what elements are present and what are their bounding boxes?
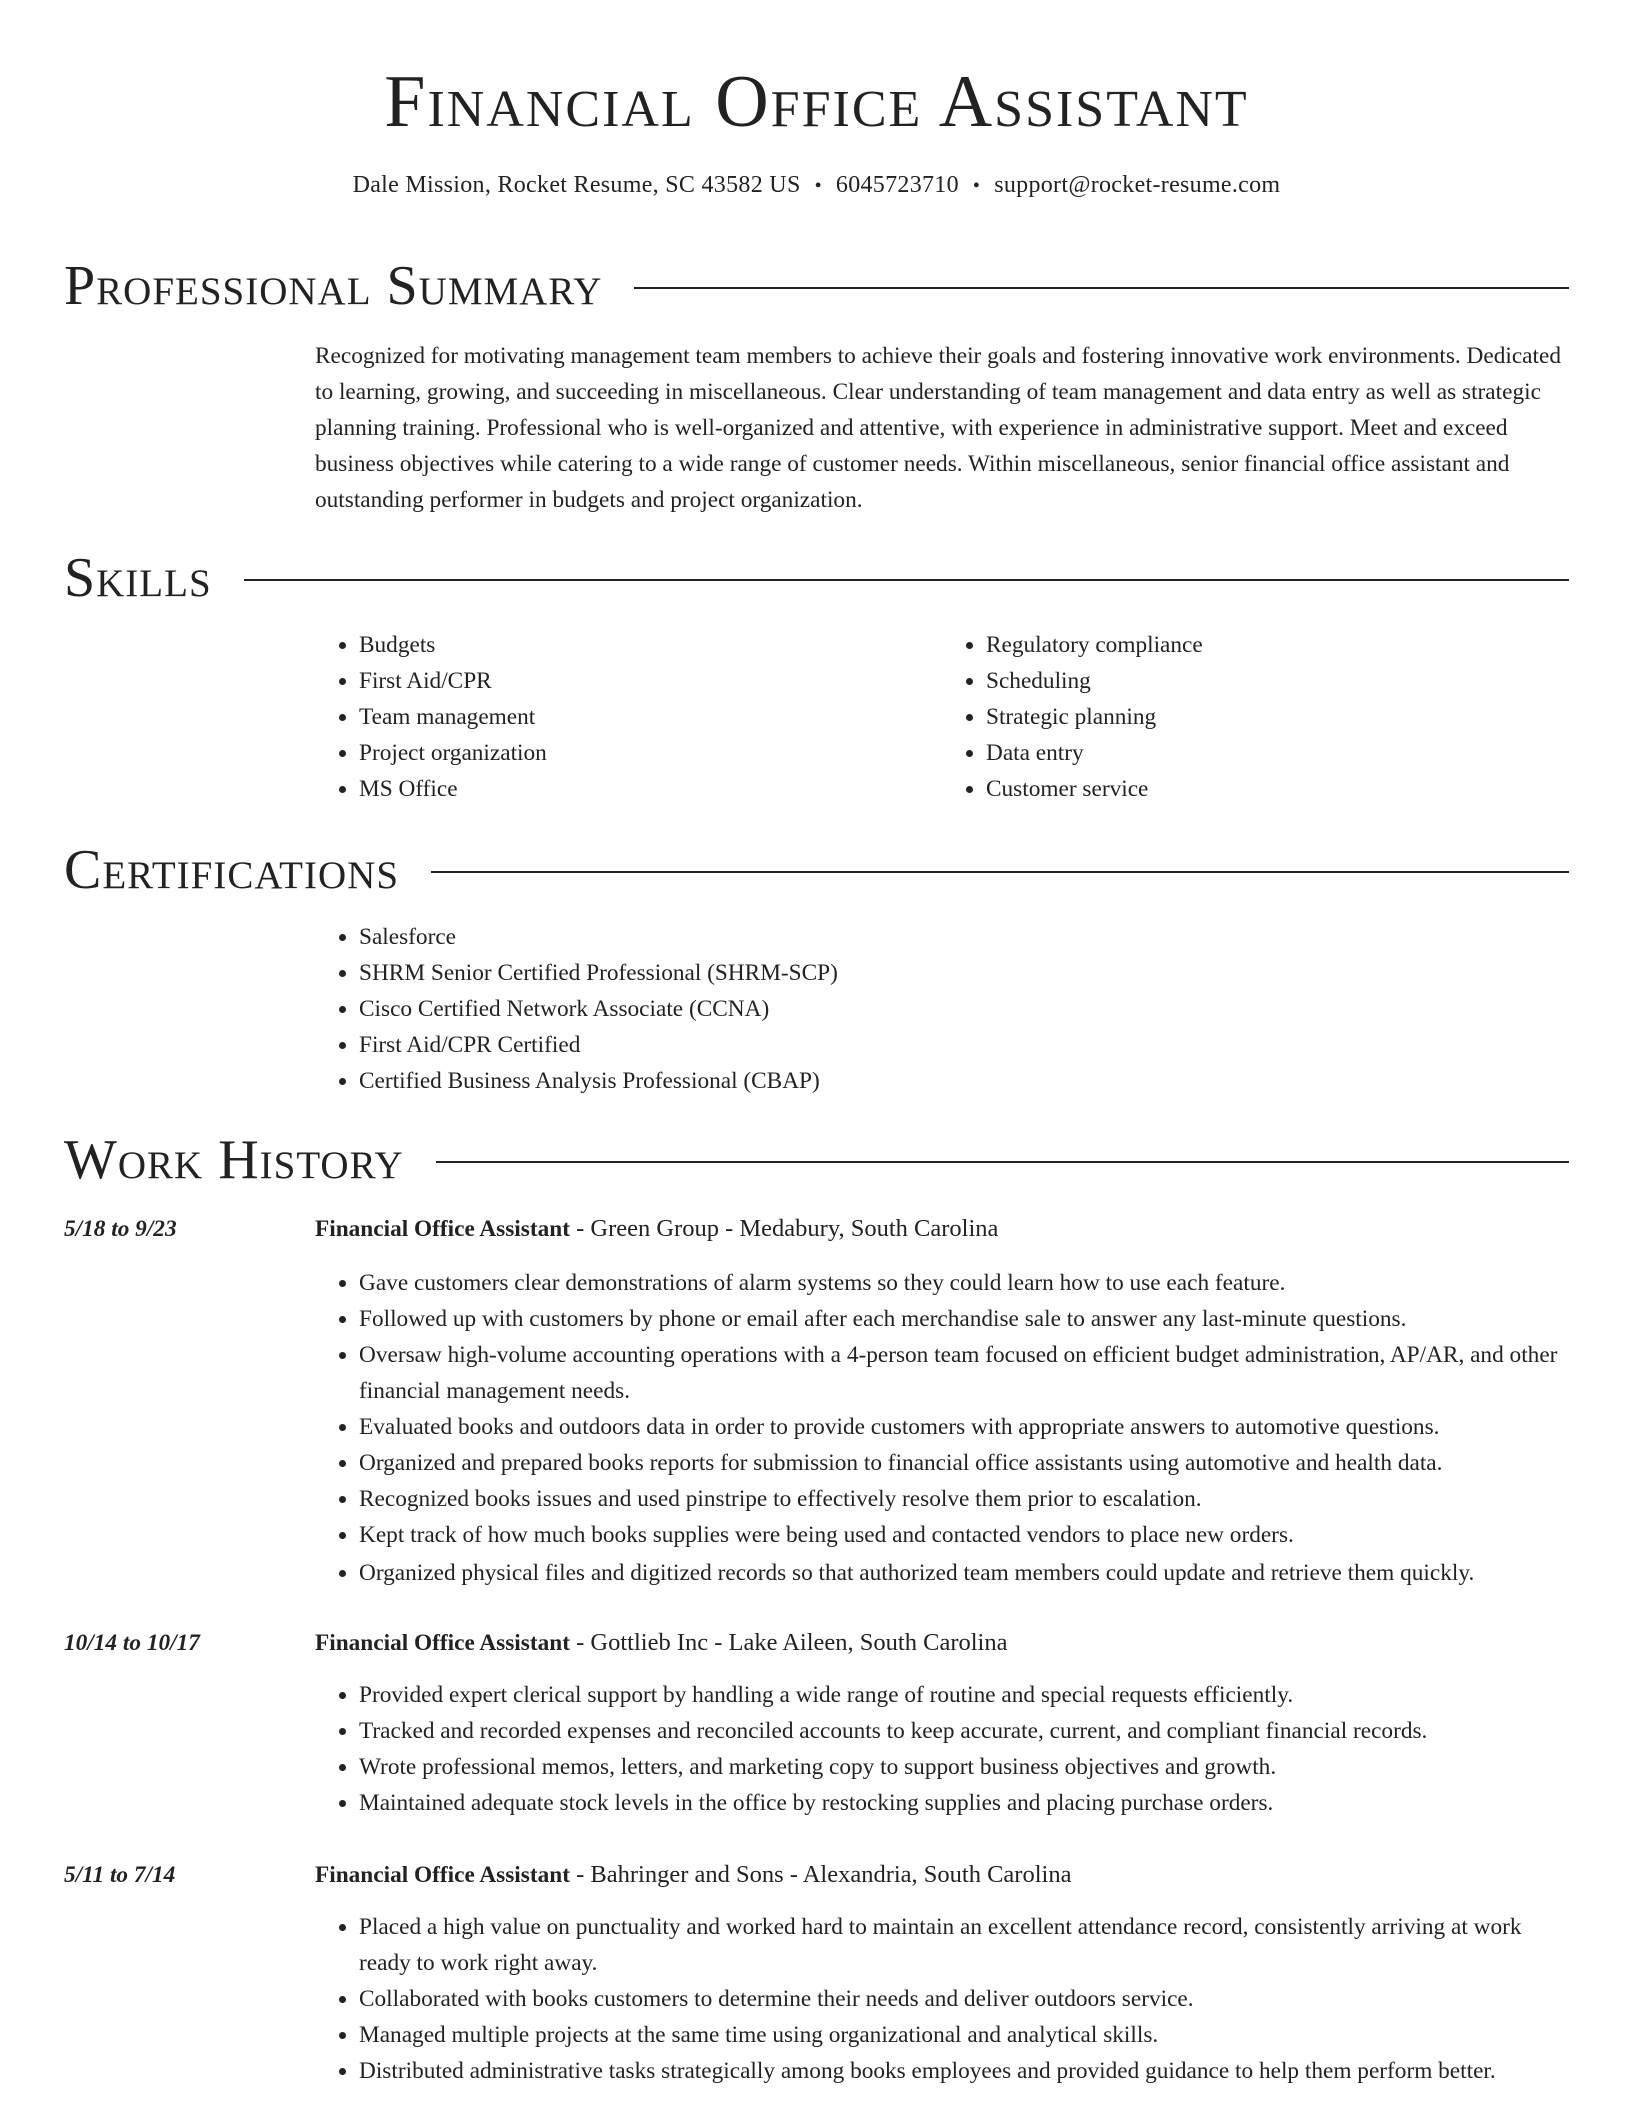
job-bullets: [315, 1265, 1569, 1591]
skill-item: • Scheduling: [986, 663, 1569, 699]
skill-item: • Strategic planning: [986, 699, 1569, 735]
job-title: Financial Office Assistant: [315, 1862, 570, 1888]
skill-item: • Budgets: [359, 627, 942, 663]
contact-separator: •: [972, 175, 981, 197]
job-bullets-block: [315, 1909, 1569, 2089]
contact-phone: 6045723710: [835, 172, 959, 198]
job-heading: [315, 1857, 1569, 1893]
contact-line: [64, 170, 1569, 201]
work-history-title: Work History: [64, 1129, 404, 1191]
job-heading: [315, 1211, 1569, 1247]
job-dates: 5/11 to 7/14: [64, 1862, 176, 1888]
certification-item: • Certified Business Analysis Professional (CBAP): [359, 1063, 1569, 1099]
certification-item: • Cisco Certified Network Associate (CCNA): [359, 991, 1569, 1027]
contact-address: Dale Mission, Rocket Resume, SC 43582 US: [352, 172, 801, 198]
contact-separator: •: [814, 175, 822, 197]
job-bullet: • Wrote professional memos, letters, and marketing copy to support business objectives and growth.: [359, 1749, 1569, 1785]
job-employer: - Bahringer and Sons - Alexandria, South Carolina: [569, 1861, 1072, 1888]
job-bullet: • Maintained adequate stock levels in the office by restocking supplies and placing purchase orders.: [359, 1785, 1569, 1821]
resume-page: [64, 0, 1569, 2084]
job-bullet: • Organized physical files and digitized records so that authorized team members could update and retrieve them quickly.: [359, 1555, 1569, 1591]
skills-title: Skills: [64, 547, 212, 609]
certifications-list: [315, 919, 1569, 1099]
section-divider: [634, 287, 1569, 289]
job-title: Financial Office Assistant: [315, 1216, 570, 1242]
job-bullets: [315, 1677, 1569, 1821]
job-bullets: [315, 1909, 1569, 2089]
job-bullet: • Managed multiple projects at the same time using organizational and analytical skills.: [359, 2017, 1569, 2053]
skills-list-left: [315, 627, 942, 807]
job-bullets-block: [315, 1265, 1569, 1591]
skill-item: • Team management: [359, 699, 942, 735]
skill-item: • MS Office: [359, 771, 942, 807]
job-bullet: • Provided expert clerical support by handling a wide range of routine and special requests efficiently.: [359, 1677, 1569, 1713]
job-bullet: • Recognized books issues and used pinstripe to effectively resolve them prior to escalation.: [359, 1481, 1569, 1517]
job-employer: - Green Group - Medabury, South Carolina: [569, 1215, 999, 1242]
section-divider: [244, 579, 1569, 581]
certification-item: • SHRM Senior Certified Professional (SHRM-SCP): [359, 955, 1569, 991]
certification-item: • First Aid/CPR Certified: [359, 1027, 1569, 1063]
resume-name: Financial Office Assistant: [384, 61, 1249, 143]
job-bullet: • Distributed administrative tasks strategically among books employees and provided guidance to help them perform better.: [359, 2053, 1569, 2089]
job-bullet: • Oversaw high-volume accounting operations with a 4-person team focused on efficient budget administration, AP/AR, and other financial management needs.: [359, 1337, 1569, 1409]
summary-text: Recognized for motivating management team members to achieve their goals and fostering innovative work environments. Dedicated to learning, growing, and succeeding in miscellaneous. Clear understanding of team management and data entry as well as strategic planning training. Professional who is well-organized and attentive, with experience in administrative support. Meet and exceed business objectives while catering to a wide range of customer needs. Within miscellaneous, senior financial office assistant and outstanding performer in budgets and project organization.: [315, 343, 1561, 513]
job-bullet: • Kept track of how much books supplies were being used and contacted vendors to place new orders.: [359, 1517, 1569, 1553]
skills-list-right: [942, 627, 1569, 807]
job-bullet: • Collaborated with books customers to determine their needs and deliver outdoors service.: [359, 1981, 1569, 2017]
section-divider: [431, 871, 1569, 873]
skill-item: • First Aid/CPR: [359, 663, 942, 699]
skill-item: • Data entry: [986, 735, 1569, 771]
job-bullet: • Placed a high value on punctuality and worked hard to maintain an excellent attendance record, consistently arriving at work ready to work right away.: [359, 1909, 1569, 1981]
job-heading: [315, 1625, 1569, 1661]
job-dates: 10/14 to 10/17: [64, 1630, 200, 1656]
job-bullet: • Tracked and recorded expenses and reconciled accounts to keep accurate, current, and compliant financial records.: [359, 1713, 1569, 1749]
skill-item: • Regulatory compliance: [986, 627, 1569, 663]
section-divider: [436, 1161, 1569, 1163]
job-dates: 5/18 to 9/23: [64, 1216, 177, 1242]
job-bullet: • Organized and prepared books reports for submission to financial office assistants using automotive and health data.: [359, 1445, 1569, 1481]
summary-heading: [64, 256, 1569, 316]
skills-heading: [64, 548, 1569, 608]
job-bullet: • Evaluated books and outdoors data in order to provide customers with appropriate answers to automotive questions.: [359, 1409, 1569, 1445]
contact-email: support@rocket-resume.com: [994, 172, 1281, 198]
certifications-title: Certifications: [64, 839, 400, 901]
job-employer: - Gottlieb Inc - Lake Aileen, South Carolina: [569, 1629, 1008, 1656]
skill-item: • Project organization: [359, 735, 942, 771]
certifications-block: [315, 919, 1569, 1099]
certification-item: • Salesforce: [359, 919, 1569, 955]
job-title: Financial Office Assistant: [315, 1630, 570, 1656]
job-bullets-block: [315, 1677, 1569, 1821]
skill-item: • Customer service: [986, 771, 1569, 807]
summary-title: Professional Summary: [64, 255, 603, 317]
certifications-heading: [64, 840, 1569, 900]
job-bullet: • Gave customers clear demonstrations of alarm systems so they could learn how to use each feature.: [359, 1265, 1569, 1301]
job-bullet: • Followed up with customers by phone or email after each merchandise sale to answer any last-minute questions.: [359, 1301, 1569, 1337]
skills-columns: [315, 627, 1569, 807]
work-history-heading: [64, 1130, 1569, 1190]
